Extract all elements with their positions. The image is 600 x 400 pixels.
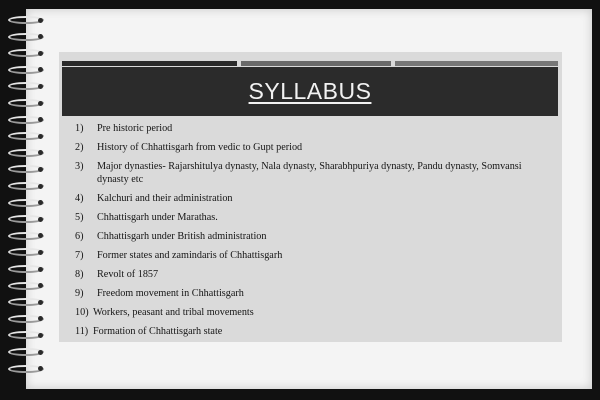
list-item-number: 8) (75, 269, 84, 280)
spiral-hole (38, 350, 43, 355)
spiral-hole (38, 167, 43, 172)
list-item-number: 2) (75, 142, 84, 153)
spiral-hole (38, 18, 43, 23)
list-item-number: 9) (75, 288, 84, 299)
syllabus-list (75, 122, 545, 344)
spiral-hole (38, 250, 43, 255)
spiral-hole (38, 134, 43, 139)
decorative-bar-middle (241, 61, 391, 66)
list-item-number: 11) (75, 326, 89, 337)
list-item-text: Kalchuri and their administration (97, 193, 233, 204)
list-item-number: 10) (75, 307, 89, 318)
title-banner (62, 67, 558, 116)
list-item (75, 249, 545, 262)
list-item (75, 122, 545, 135)
list-item (75, 141, 545, 154)
spiral-hole (38, 267, 43, 272)
list-item-text: Former states and zamindaris of Chhattisgarh (97, 250, 283, 261)
list-item-number: 1) (75, 123, 84, 134)
spiral-hole (38, 84, 43, 89)
page-title: SYLLABUS (248, 78, 372, 104)
list-item (75, 160, 545, 186)
decorative-bar-right (395, 61, 558, 66)
spiral-hole (38, 217, 43, 222)
decorative-bars (62, 61, 558, 66)
list-item (75, 211, 545, 224)
list-item (75, 268, 545, 281)
list-item-text: Chhattisgarh under Marathas. (97, 212, 218, 223)
decorative-bar-left (62, 61, 237, 66)
spiral-hole (38, 51, 43, 56)
list-item-number: 3) (75, 161, 84, 172)
list-item (75, 306, 545, 319)
spiral-hole (38, 300, 43, 305)
spiral-hole (38, 101, 43, 106)
list-item (75, 192, 545, 205)
spiral-binding (8, 16, 48, 386)
list-item-text: Pre historic period (97, 123, 173, 134)
spiral-hole (38, 333, 43, 338)
list-item-number: 5) (75, 212, 84, 223)
list-item-number: 7) (75, 250, 84, 261)
list-item-text: Freedom movement in Chhattisgarh (97, 288, 244, 299)
list-item (75, 325, 545, 338)
list-item-text: Major dynasties- Rajarshitulya dynasty, Nala dynasty, Sharabhpuriya dynasty, Pandu dynasty, Somvansi dynasty etc (97, 161, 522, 185)
list-item-text: Chhattisgarh under British administration (97, 231, 267, 242)
list-item-text: Formation of Chhattisgarh state (93, 326, 223, 337)
list-item (75, 230, 545, 243)
list-item-text: Workers, peasant and tribal movements (93, 307, 254, 318)
syllabus-slide (59, 52, 562, 342)
list-item (75, 287, 545, 300)
list-item-number: 6) (75, 231, 84, 242)
list-item-text: History of Chhattisgarh from vedic to Gupt period (97, 142, 303, 153)
list-item-text: Revolt of 1857 (97, 269, 159, 280)
spiral-hole (38, 184, 43, 189)
list-item-number: 4) (75, 193, 84, 204)
